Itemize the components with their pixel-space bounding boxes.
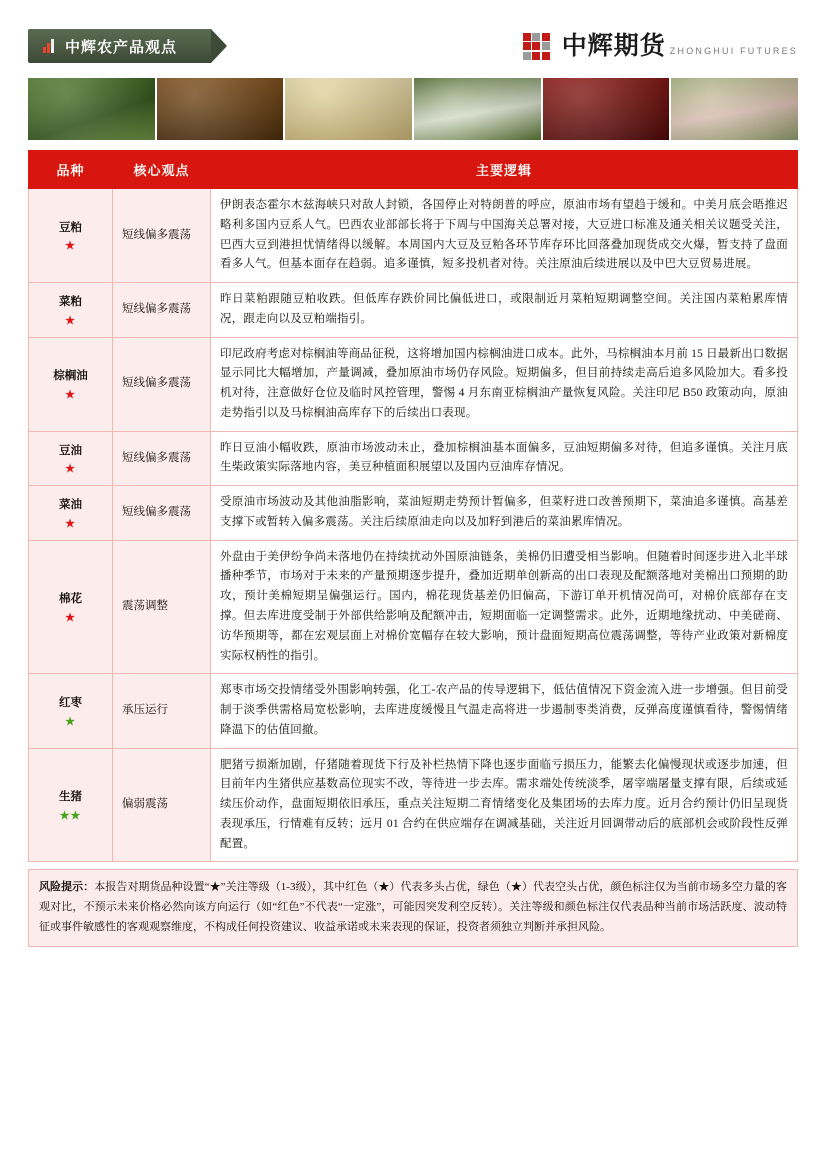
logo-name-cn: 中辉期货 xyxy=(561,32,666,60)
table-row xyxy=(29,283,798,338)
cell-main-logic: 郑枣市场交投情绪受外围影响转强，化工-农产品的传导逻辑下，低估值情况下资金流入进一步增强。但目前受制于淡季供需格局宽松影响，去库进度缓慢且气温走高将进一步遏制枣类消费，反弹高度谨慎看待，警惕情绪降温下的估值回撤。 xyxy=(211,674,798,748)
photo-cotton-field xyxy=(414,78,541,140)
column-header-variety: 品种 xyxy=(29,151,113,189)
cell-variety xyxy=(29,337,113,431)
logo-text xyxy=(562,34,798,59)
cell-core-view: 短线偏多震荡 xyxy=(113,431,211,486)
cell-core-view: 短线偏多震荡 xyxy=(113,337,211,431)
cell-main-logic: 肥猪亏损渐加剧，仔猪随着现货下行及补栏热情下降也逐步面临亏损压力，能繁去化偏慢现状或逐步加速，但目前年内生猪供应基数高位现实不改，等待进一步去库。需求端处传统淡季，屠宰端屠量支撑有限，后续或延续压价动作，盘面短期依旧承压，重点关注短期二育情绪变化及集团场的去库力度。近月合约预计仍旧呈现货表现承压，行情难有反转；远月 01 合约在供应端存在调减基础，关注近月回调带动后的底部机会或阶段性反弹配置。 xyxy=(211,748,798,862)
rating-stars: ★ xyxy=(65,611,76,624)
rating-stars: ★★ xyxy=(59,809,82,822)
cell-variety xyxy=(29,540,113,674)
cell-core-view: 短线偏多震荡 xyxy=(113,283,211,338)
photo-live-hog xyxy=(671,78,798,140)
photo-red-jujube xyxy=(543,78,670,140)
variety-name: 棕榈油 xyxy=(53,370,88,383)
section-banner xyxy=(28,29,211,63)
table-row xyxy=(29,540,798,674)
banner-title: 中辉农产品观点 xyxy=(65,39,178,56)
cell-core-view: 承压运行 xyxy=(113,674,211,748)
column-header-core-view: 核心观点 xyxy=(113,151,211,189)
rating-stars: ★ xyxy=(65,389,76,401)
photo-rapeseed-meal xyxy=(157,78,284,140)
logo-grid-icon xyxy=(523,33,553,60)
cell-core-view: 偏弱震荡 xyxy=(113,748,211,862)
variety-name: 菜油 xyxy=(59,499,82,512)
views-table xyxy=(28,150,798,862)
company-logo xyxy=(523,33,798,60)
table-row xyxy=(29,431,798,486)
cell-variety xyxy=(29,674,113,748)
table-row xyxy=(29,486,798,541)
cell-main-logic: 昨日豆油小幅收跌，原油市场波动未止，叠加棕榈油基本面偏多，豆油短期偏多对待，但追多谨慎。关注月底生柴政策实际落地内容，美豆种植面积展望以及国内豆油库存情况。 xyxy=(211,431,798,486)
table-header-row xyxy=(29,151,798,189)
cell-core-view: 震荡调整 xyxy=(113,540,211,674)
table-row xyxy=(29,337,798,431)
rating-stars: ★ xyxy=(65,240,76,253)
risk-text: 本报告对期货品种设置“★”关注等级（1-3级），其中红色（★）代表多头占优，绿色（★）代表空头占优，颜色标注仅为当前市场多空力量的客观对比，不预示未来价格必然向该方向运行（如“红色”不代表“一定涨”，可能因突发利空反转）。关注等级和颜色标注仅代表品种当前市场活跃度、波动特征或事件敏感性的客观观察维度，不构成任何投资建议、收益承诺或未来表现的保证，投资者须独立判断并承担风险。 xyxy=(39,881,787,933)
variety-name: 豆粕 xyxy=(59,221,82,234)
photo-soybean-meal-powder xyxy=(285,78,412,140)
cell-main-logic: 印尼政府考虑对棕榈油等商品征税，这将增加国内棕榈油进口成本。此外，马棕榈油本月前 15 日最新出口数据显示同比大幅增加，产量调减，叠加原油市场仍存风险。短期偏多，但目前持续走高后追多风险加大。看多投机对待，注意做好仓位及临时风控管理，警惕 4 月东南亚棕榈油产量恢复风险。关注印尼 B50 政策动向，原油走势指引以及马棕榈油高库存下的后续出口表现。 xyxy=(211,337,798,431)
variety-name: 菜粕 xyxy=(59,295,82,308)
bar-chart-icon xyxy=(42,39,58,53)
rating-stars: ★ xyxy=(65,463,76,476)
photo-strip xyxy=(28,78,798,140)
page-header xyxy=(28,22,798,70)
variety-name: 生猪 xyxy=(59,791,82,804)
cell-variety xyxy=(29,486,113,541)
column-header-main-logic: 主要逻辑 xyxy=(211,151,798,189)
variety-name: 红枣 xyxy=(59,697,82,710)
photo-soybean-plant xyxy=(28,78,155,140)
cell-main-logic: 受原油市场波动及其他油脂影响，菜油短期走势预计暂偏多，但菜籽进口改善预期下，菜油追多谨慎。高基差支撑下或暂转入偏多震荡。关注后续原油走向以及加籽到港后的菜油累库情况。 xyxy=(211,486,798,541)
cell-main-logic: 外盘由于美伊纷争尚未落地仍在持续扰动外国原油链条，美棉仍旧遭受相当影响。但随着时间逐步进入北半球播种季节，市场对于未来的产量预期逐步提升，叠加近期单创新高的出口表现及配额落地对美棉出口预期的助攻，预计美棉短期呈偏强运行。国内，棉花现货基差仍旧偏高，下游订单开机情况尚可，对棉价底部存在支撑。但去库进度受制于外部供给影响及配额冲击，短期面临一定调整需求。此外，近期地缘扰动、中美磋商、访华预期等，都在宏观层面上对棉价宽幅存在较大影响，预计盘面短期高位震荡调整，等待产业政策对新棉度实际权柄性的指引。 xyxy=(211,540,798,674)
cell-main-logic: 昨日菜粕跟随豆粕收跌。但低库存跌价同比偏低进口，或限制近月菜粕短期调整空间。关注国内菜粕累库情况，跟走向以及豆粕端指引。 xyxy=(211,283,798,338)
cell-core-view: 短线偏多震荡 xyxy=(113,189,211,283)
cell-main-logic: 伊朗表态霍尔木兹海峡只对敌人封锁，各国停止对特朗普的呼应，原油市场有望趋于缓和。中美月底会晤推迟略利多国内豆系人气。巴西农业部部长将于下周与中国海关总署对接，大豆进口标准及通关相关议题受关注，巴西大豆到港担忧情绪得以缓解。本周国内大豆及豆粕各环节库存环比回落叠加现货成交火爆，暂支持了盘面看多人气。但基本面存在趋弱。追多谨慎，短多投机者对待。关注原油后续进展以及中巴大豆贸易进展。 xyxy=(211,189,798,283)
rating-stars: ★ xyxy=(65,314,76,327)
risk-label: 风险提示： xyxy=(39,881,95,894)
variety-name: 棉花 xyxy=(59,593,82,606)
rating-stars: ★ xyxy=(65,715,76,728)
cell-variety xyxy=(29,283,113,338)
cell-variety xyxy=(29,748,113,862)
table-row xyxy=(29,748,798,862)
cell-core-view: 短线偏多震荡 xyxy=(113,486,211,541)
cell-variety xyxy=(29,431,113,486)
rating-stars: ★ xyxy=(65,517,76,530)
logo-name-en: ZHONGHUI FUTURES xyxy=(669,45,798,56)
table-row xyxy=(29,674,798,748)
variety-name: 豆油 xyxy=(59,444,82,457)
risk-disclaimer xyxy=(28,869,798,947)
table-row xyxy=(29,189,798,283)
cell-variety xyxy=(29,189,113,283)
